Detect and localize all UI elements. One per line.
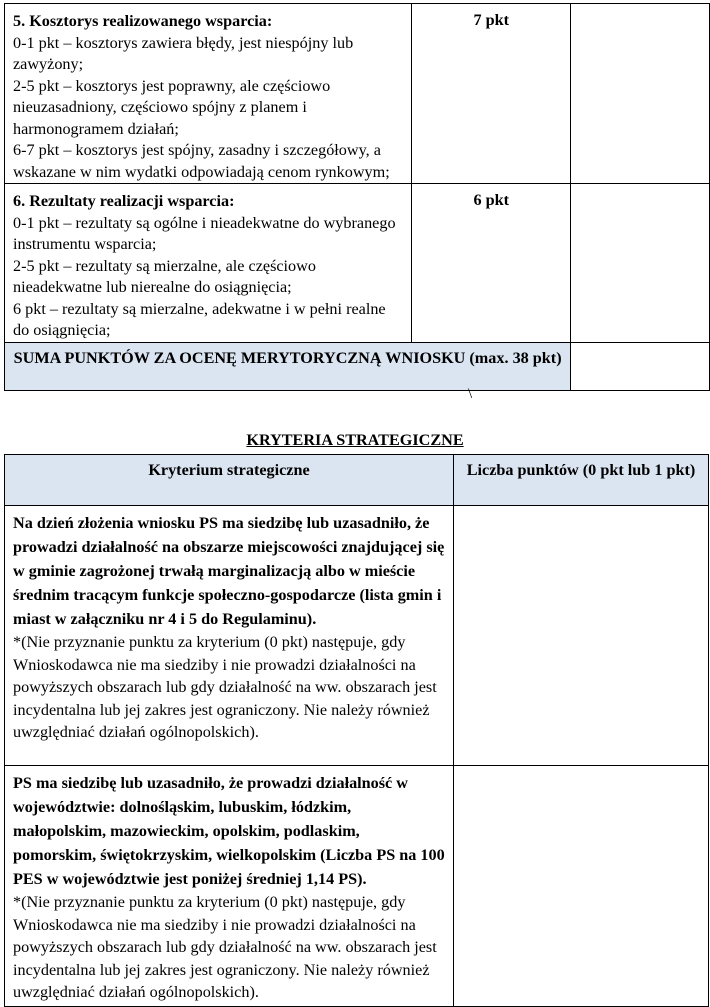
strategic-criterion-text: Na dzień złożenia wniosku PS ma siedzibę lub uzasadniło, że prowadzi działalność na obszarze miejscowości znajdującej się w gminie zagrożonej trwałą marginalizacją albo w mieście średnim tracącym funkcje społeczno-gospodarcze (lista gmin i miast w załączniku nr 4 i 5 do Regulaminu). (13, 514, 445, 628)
max-points-cell: 7 pkt (412, 4, 571, 184)
max-points-cell: 6 pkt (412, 184, 571, 343)
criterion-scale-line: 0-1 pkt – kosztorys zawiera błędy, jest niespójny lub zawyżony; (13, 33, 354, 73)
section-title: KRYTERIA STRATEGICZNE (246, 431, 464, 449)
strategic-criterion-row (5, 506, 709, 766)
criterion-row-5 (5, 4, 710, 184)
sum-points-cell[interactable] (571, 342, 710, 390)
sum-row (5, 342, 710, 390)
awarded-points-cell[interactable] (571, 184, 710, 343)
criterion-scale-line: 6 pkt – rezultaty są mierzalne, adekwatne i w pełni realne do osiągnięcia; (13, 299, 386, 339)
criterion-scale-line: 2-5 pkt – kosztorys jest poprawny, ale częściowo nieuzasadniony, częściowo spójny z planem i harmonogramem działań; (13, 76, 331, 138)
strategic-criterion-text: PS ma siedzibę lub uzasadniło, że prowadzi działalność w województwie: dolnośląskim, lubuskim, łódzkim, małopolskim, mazowieckim, opolskim, podlaskim, pomorskim, świętokrzyskim, wielkopolskim (Liczba PS na 100 PES w województwie jest poniżej średniej 1,14 PS). (13, 774, 445, 888)
criterion-heading: 6. Rezultaty realizacji wsparcia: (13, 192, 235, 210)
strategic-points-cell[interactable] (454, 766, 709, 1007)
stray-mark: \ (468, 386, 473, 402)
strategic-criterion-cell (5, 506, 454, 766)
awarded-points-cell[interactable] (571, 4, 710, 184)
criterion-description (5, 184, 412, 343)
points-column-header: Liczba punktów (0 pkt lub 1 pkt) (454, 455, 709, 506)
criterion-row-6 (5, 184, 710, 343)
strategic-criterion-row (5, 766, 709, 1007)
sum-label: SUMA PUNKTÓW ZA OCENĘ MERYTORYCZNĄ WNIOSKU (max. 38 pkt) (5, 342, 571, 390)
criterion-column-header: Kryterium strategiczne (5, 455, 454, 506)
criterion-description (5, 4, 412, 184)
criterion-scale-line: 6-7 pkt – kosztorys jest spójny, zasadny i szczegółowy, a wskazane w nim wydatki odpowiadają cenom rynkowym; (13, 141, 390, 181)
strategic-points-cell[interactable] (454, 506, 709, 766)
criterion-scale-line: 2-5 pkt – rezultaty są mierzalne, ale częściowo nieadekwatne lub nierealne do osiągnięcia; (13, 256, 316, 296)
criterion-scale-line: 0-1 pkt – rezultaty są ogólne i nieadekwatne do wybranego instrumentu wsparcia; (13, 213, 396, 253)
strategic-criterion-note: *(Nie przyznanie punktu za kryterium (0 pkt) następuje, gdy Wnioskodawca nie ma siedziby i nie prowadzi działalności na powyższych obszarach lub gdy działalność na ww. obszarach jest incydentalna lub jej zakres jest ograniczony. Nie należy również uwzględniać działań ogólnopolskich). (13, 633, 437, 742)
strategic-criteria-table (4, 454, 709, 1007)
merit-criteria-table (4, 3, 710, 391)
strategic-header-row (5, 455, 709, 506)
criterion-heading: 5. Kosztorys realizowanego wsparcia: (13, 12, 273, 30)
strategic-criterion-note: *(Nie przyznanie punktu za kryterium (0 pkt) następuje, gdy Wnioskodawca nie ma siedziby i nie prowadzi działalności na powyższych obszarach lub gdy działalność na ww. obszarach jest incydentalna lub jej zakres jest ograniczony. Nie należy również uwzględniać działań ogólnopolskich). (13, 893, 437, 1002)
strategic-criterion-cell (5, 766, 454, 1007)
